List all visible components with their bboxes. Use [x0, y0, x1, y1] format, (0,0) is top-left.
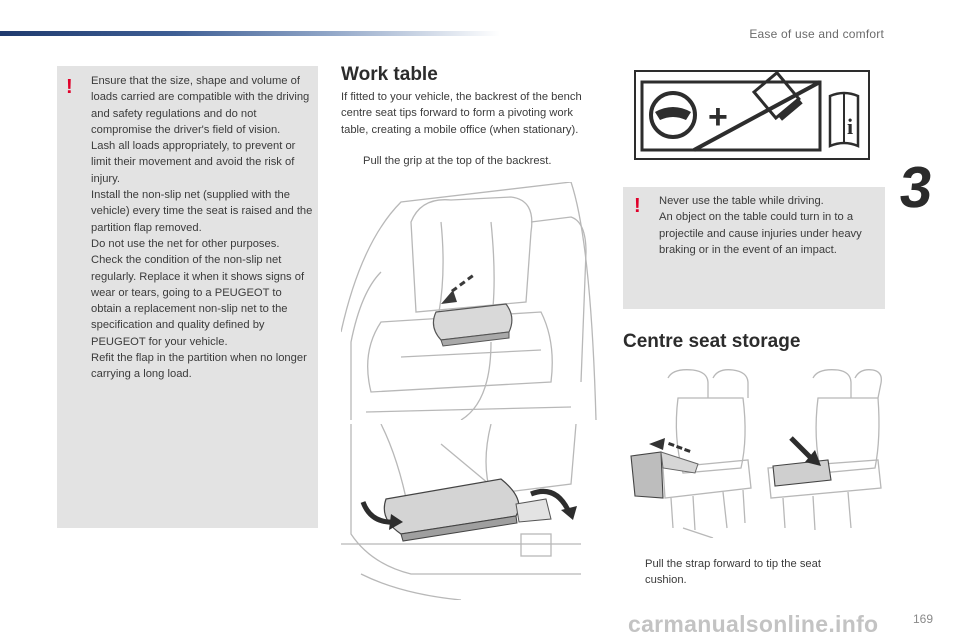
page-number: 169: [913, 612, 934, 626]
work-table-shape: [433, 304, 511, 346]
warning-paragraph: Install the non-slip net (supplied with the vehicle) every time the seat is raised and the partition flap removed.: [91, 189, 313, 234]
centre-seat-storage-illustration: [623, 368, 885, 538]
pivoting-table-illustration: [341, 424, 586, 600]
svg-text:+: +: [708, 98, 728, 136]
instruction-text: Pull the grip at the top of the backrest.: [363, 155, 552, 167]
no-use-while-driving-pictogram: [634, 70, 870, 160]
exclamation-icon: !: [634, 195, 641, 217]
bench-work-table-illustration: [341, 182, 601, 420]
pull-arrow-icon: [441, 275, 474, 304]
centre-storage-instruction: [623, 556, 873, 589]
loads-warning-text: [91, 73, 313, 383]
table-warning-box: [623, 187, 885, 309]
pull-strap-arrow-icon: [649, 438, 691, 453]
header-accent-bar: [0, 31, 500, 36]
warning-paragraph: An object on the table could turn in to a projectile and cause injuries under heavy braking or in the event of an impact.: [659, 211, 862, 256]
warning-paragraph: Ensure that the size, shape and volume of loads carried are compatible with the driving and safety regulations and do not compromise the driver's field of vision.: [91, 75, 310, 136]
warning-paragraph: Check the condition of the non-slip net regularly. Replace it when it shows signs of wear or tears, going to a PEUGEOT to obtain a replacement non-slip net to the specification and quality defined by PEUGEOT for your vehicle.: [91, 254, 305, 348]
work-table-body: If fitted to your vehicle, the backrest of the bench centre seat tips forward to form a pivoting work table, creating a mobile office (when stationary).: [341, 91, 582, 136]
watermark-text: carmanualsonline.info: [628, 611, 879, 637]
warning-paragraph: Do not use the net for other purposes.: [91, 237, 280, 250]
svg-text:i: i: [847, 114, 854, 139]
section-title: Ease of use and comfort: [749, 27, 884, 41]
warning-paragraph: Refit the flap in the partition when no longer carrying a long load.: [91, 352, 307, 381]
warning-paragraph: Never use the table while driving.: [659, 195, 824, 207]
loads-warning-box: [57, 66, 318, 528]
instruction-text: Pull the strap forward to tip the seat cushion.: [645, 558, 821, 587]
warning-paragraph: Lash all loads appropriately, to prevent or limit their movement and avoid the risk of injury.: [91, 140, 296, 185]
work-table-heading: Work table: [341, 64, 438, 85]
pictogram-graphic: [636, 72, 868, 158]
raised-cushion: [773, 460, 831, 486]
seat-left: [663, 370, 751, 538]
pivoting-table-shape: [384, 479, 551, 541]
centre-storage-heading: Centre seat storage: [623, 331, 801, 352]
exclamation-icon: !: [66, 76, 73, 98]
work-table-instruction: [341, 153, 591, 169]
seat-right: [768, 370, 881, 530]
chapter-number: 3: [896, 155, 936, 220]
table-warning-text: [659, 193, 877, 258]
